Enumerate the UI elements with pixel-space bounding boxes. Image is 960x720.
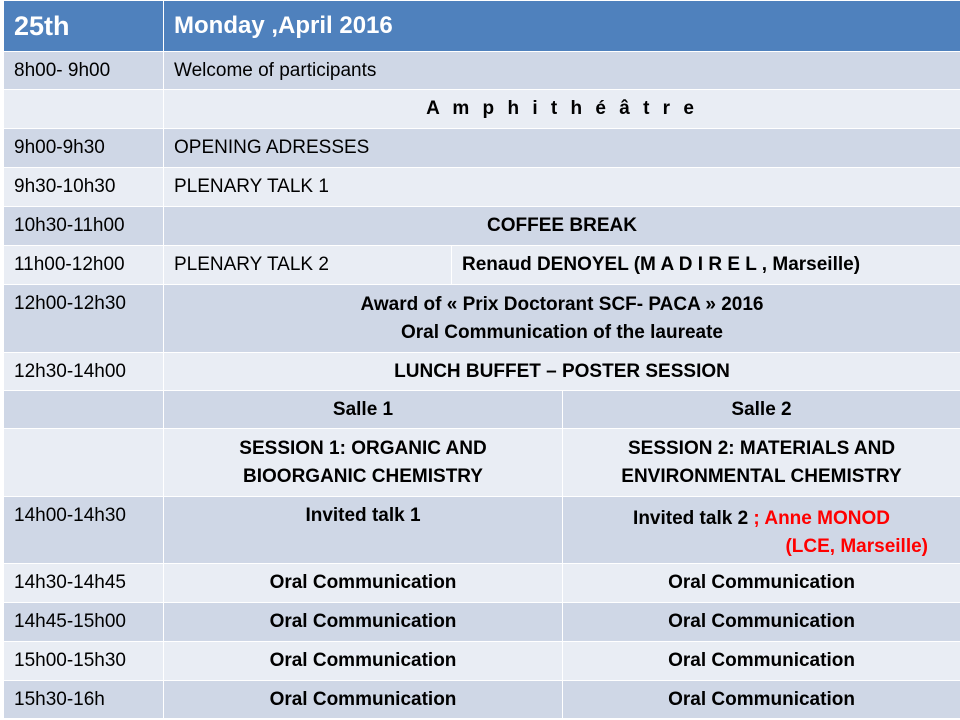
time-cell: 15h30-16h (4, 681, 164, 719)
schedule-table (3, 0, 960, 719)
invited-1-cell: Invited talk 1 (164, 497, 563, 564)
venue-cell (164, 90, 960, 129)
time-cell: 8h00- 9h00 (4, 52, 164, 90)
oral-right-cell: Oral Communication (563, 681, 960, 719)
invited-2-affiliation: (LCE, Marseille) (785, 536, 929, 557)
time-cell: 15h00-15h30 (4, 642, 164, 681)
oral-left-cell: Oral Communication (164, 603, 563, 642)
award-title: Award of « Prix Doctorant SCF- PACA » 2016 (360, 293, 764, 315)
schedule-row-rooms (4, 391, 960, 429)
schedule-row-amphi (4, 90, 960, 129)
time-cell-empty (4, 429, 164, 497)
time-cell-empty (4, 90, 164, 129)
room-1-cell: Salle 1 (164, 391, 563, 429)
session-2-cell (563, 429, 960, 497)
session-1-cell (164, 429, 563, 497)
venue-label: A m p h i t h é â t r e (426, 98, 698, 119)
time-cell: 12h30-14h00 (4, 353, 164, 391)
schedule-row-award (4, 285, 960, 353)
speaker-cell: Renaud DENOYEL (M A D I R E L , Marseille) (452, 246, 960, 285)
time-cell: 14h00-14h30 (4, 497, 164, 564)
oral-right-cell: Oral Communication (563, 603, 960, 642)
event-cell: Welcome of participants (164, 52, 960, 90)
schedule-row-plenary2 (4, 246, 960, 285)
time-cell-empty (4, 391, 164, 429)
time-cell: 10h30-11h00 (4, 207, 164, 246)
oral-left-cell: Oral Communication (164, 564, 563, 603)
oral-right-cell: Oral Communication (563, 642, 960, 681)
invited-2-sep: ; (748, 508, 765, 529)
event-cell: COFFEE BREAK (164, 207, 960, 246)
schedule-row-opening (4, 129, 960, 168)
session-2-line2: ENVIRONMENTAL CHEMISTRY (621, 465, 902, 487)
schedule-row-oral (4, 681, 960, 719)
event-cell (164, 285, 960, 353)
time-cell: 14h30-14h45 (4, 564, 164, 603)
session-1-line1: SESSION 1: ORGANIC AND (239, 437, 487, 459)
event-cell: PLENARY TALK 1 (164, 168, 960, 207)
invited-2-speaker: Anne MONOD (764, 508, 890, 529)
schedule-row-sessions (4, 429, 960, 497)
event-cell: PLENARY TALK 2 (164, 246, 452, 285)
schedule-row-invited (4, 497, 960, 564)
schedule-row-oral (4, 642, 960, 681)
time-cell: 11h00-12h00 (4, 246, 164, 285)
event-cell: OPENING ADRESSES (164, 129, 960, 168)
session-1-line2: BIOORGANIC CHEMISTRY (243, 465, 483, 487)
date-cell: Monday ,April 2016 (164, 1, 960, 52)
time-cell: 9h30-10h30 (4, 168, 164, 207)
time-cell: 12h00-12h30 (4, 285, 164, 353)
event-cell: LUNCH BUFFET – POSTER SESSION (164, 353, 960, 391)
invited-2-line1 (573, 505, 950, 533)
time-cell: 14h45-15h00 (4, 603, 164, 642)
oral-left-cell: Oral Communication (164, 642, 563, 681)
schedule-row-oral (4, 564, 960, 603)
schedule-row-coffee (4, 207, 960, 246)
invited-2-cell (563, 497, 960, 564)
award-subtitle: Oral Communication of the laureate (401, 321, 723, 343)
invited-2-title: Invited talk 2 (633, 508, 749, 529)
time-cell: 9h00-9h30 (4, 129, 164, 168)
oral-left-cell: Oral Communication (164, 681, 563, 719)
schedule-row-oral (4, 603, 960, 642)
schedule-row-welcome (4, 52, 960, 90)
schedule-row-lunch (4, 353, 960, 391)
schedule-row-plenary1 (4, 168, 960, 207)
oral-right-cell: Oral Communication (563, 564, 960, 603)
day-cell: 25th (4, 1, 164, 52)
session-2-line1: SESSION 2: MATERIALS AND (627, 437, 896, 459)
room-2-cell: Salle 2 (563, 391, 960, 429)
header-row (4, 1, 960, 52)
